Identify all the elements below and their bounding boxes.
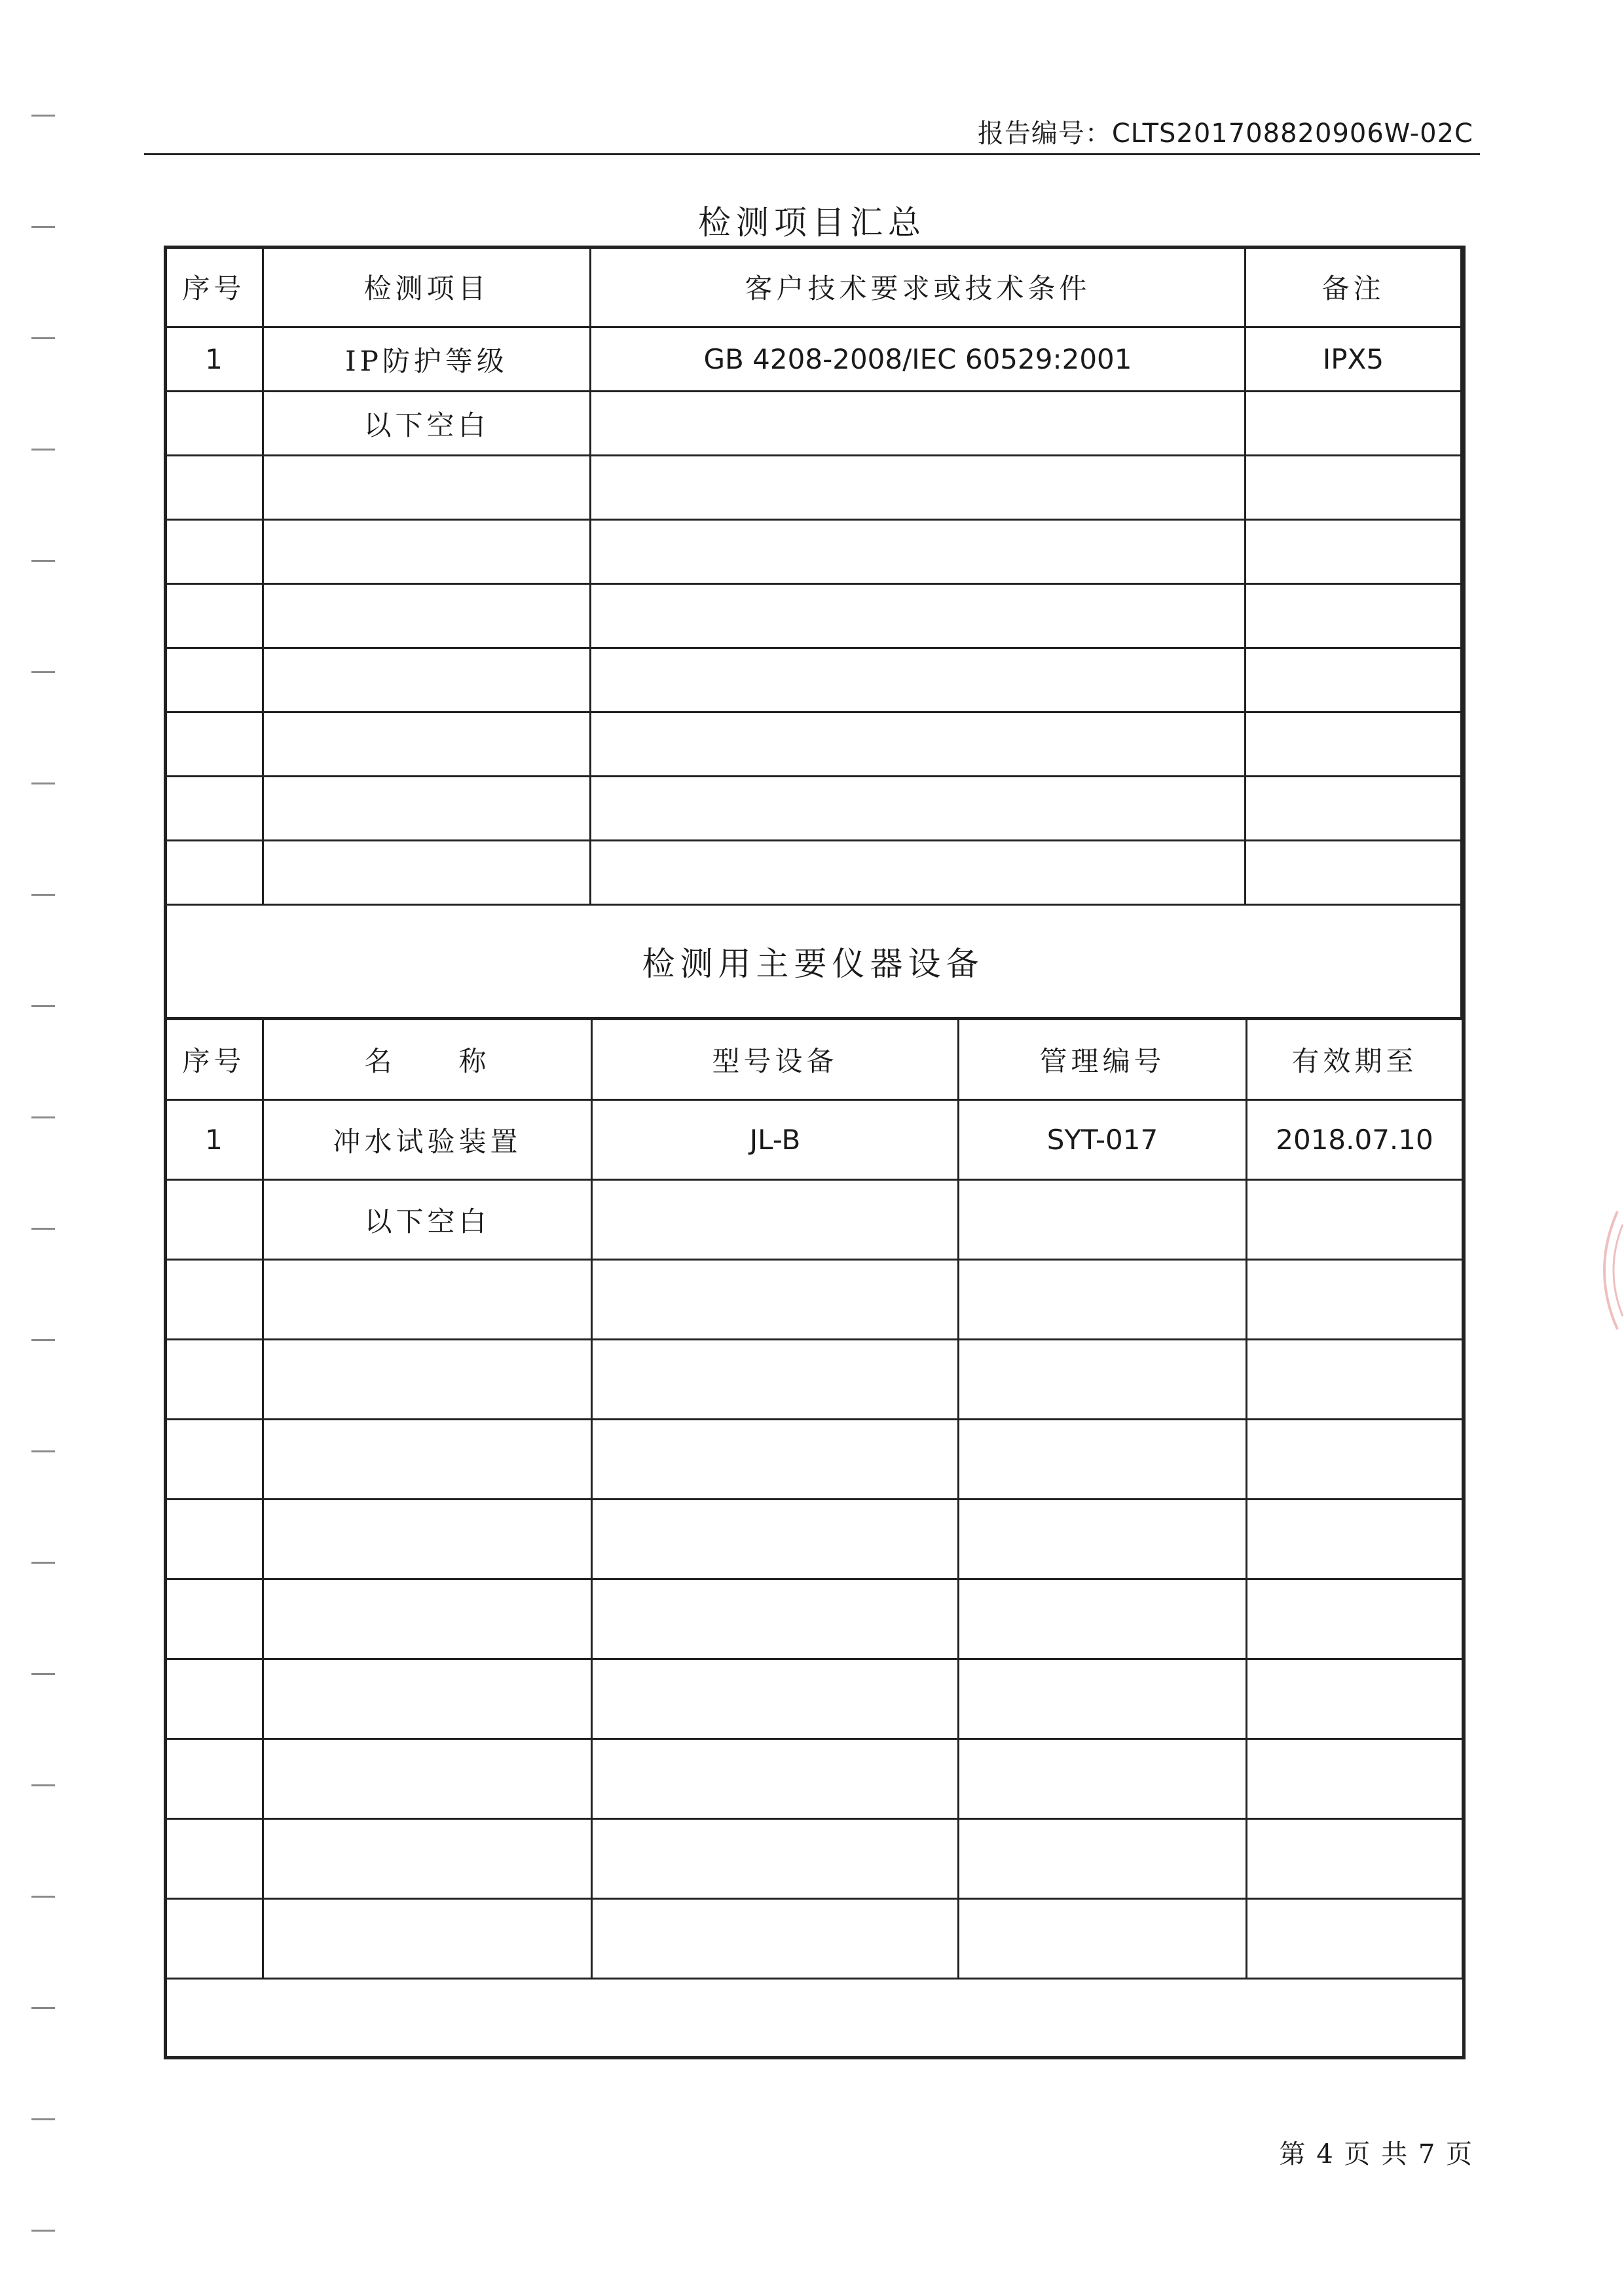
binding-mark xyxy=(31,1116,55,1118)
cell-test-item: 以下空白 xyxy=(263,392,591,456)
cell-model xyxy=(592,1579,959,1659)
cell-name: 以下空白 xyxy=(263,1180,592,1260)
test-item-row xyxy=(165,327,1462,392)
cell-name xyxy=(263,1340,592,1420)
equipment-row xyxy=(165,1180,1463,1260)
binding-mark xyxy=(31,1562,55,1564)
cell-index xyxy=(165,1899,263,1979)
test-item-row xyxy=(165,648,1462,712)
cell-test-item xyxy=(263,520,591,584)
binding-mark xyxy=(31,894,55,896)
cell-index xyxy=(165,1420,263,1500)
cell-test-item xyxy=(263,648,591,712)
cell-valid-until xyxy=(1247,1579,1463,1659)
report-number: 报告编号：CLTS201708820906W-02C xyxy=(977,119,1473,149)
cell-index xyxy=(165,712,263,777)
test-items-body xyxy=(165,247,1462,1018)
cell-model xyxy=(592,1260,959,1340)
cell-model xyxy=(592,1819,959,1899)
binding-mark xyxy=(31,1339,55,1341)
binding-mark xyxy=(31,560,55,562)
cell-model xyxy=(592,1420,959,1500)
col-header-asset-number: 管理编号 xyxy=(959,1020,1247,1100)
cell-remark xyxy=(1246,456,1462,520)
cell-valid-until: 2018.07.10 xyxy=(1247,1100,1463,1180)
cell-name xyxy=(263,1500,592,1579)
cell-valid-until xyxy=(1247,1819,1463,1899)
cell-asset-number xyxy=(959,1819,1247,1899)
cell-requirement: GB 4208-2008/IEC 60529:2001 xyxy=(591,327,1246,392)
cell-model: JL-B xyxy=(592,1100,959,1180)
col-header-requirement: 客户技术要求或技术条件 xyxy=(591,247,1246,327)
cell-requirement xyxy=(591,777,1246,841)
cell-index xyxy=(165,1579,263,1659)
equipment-title-row xyxy=(165,905,1462,1018)
cell-model xyxy=(592,1340,959,1420)
cell-model xyxy=(592,1899,959,1979)
cell-index xyxy=(165,584,263,648)
binding-mark xyxy=(31,337,55,339)
cell-test-item xyxy=(263,712,591,777)
col-header-index: 序号 xyxy=(165,1020,263,1100)
cell-name xyxy=(263,1579,592,1659)
equipment-row xyxy=(165,1579,1463,1659)
cell-requirement xyxy=(591,841,1246,905)
header-rule xyxy=(144,153,1480,155)
cell-asset-number xyxy=(959,1180,1247,1260)
cell-test-item xyxy=(263,841,591,905)
cell-model xyxy=(592,1500,959,1579)
test-item-row xyxy=(165,520,1462,584)
cell-asset-number xyxy=(959,1899,1247,1979)
cell-asset-number xyxy=(959,1500,1247,1579)
cell-index xyxy=(165,456,263,520)
test-item-row xyxy=(165,392,1462,456)
cell-index xyxy=(165,1819,263,1899)
cell-index: 1 xyxy=(165,327,263,392)
cell-index xyxy=(165,1340,263,1420)
cell-name xyxy=(263,1420,592,1500)
cell-requirement xyxy=(591,584,1246,648)
cell-name xyxy=(263,1260,592,1340)
cell-asset-number xyxy=(959,1340,1247,1420)
cell-name xyxy=(263,1899,592,1979)
cell-index xyxy=(165,392,263,456)
col-header-name: 名 称 xyxy=(263,1020,592,1100)
equipment-row xyxy=(165,1340,1463,1420)
cell-requirement xyxy=(591,648,1246,712)
cell-requirement xyxy=(591,712,1246,777)
test-items-table xyxy=(164,246,1462,1019)
page-number: 第 4 页 共 7 页 xyxy=(1279,2139,1473,2169)
cell-requirement xyxy=(591,392,1246,456)
cell-valid-until xyxy=(1247,1420,1463,1500)
cell-name xyxy=(263,1819,592,1899)
cell-test-item: IP防护等级 xyxy=(263,327,591,392)
test-item-row xyxy=(165,584,1462,648)
cell-test-item xyxy=(263,777,591,841)
equipment-row xyxy=(165,1659,1463,1739)
binding-mark xyxy=(31,671,55,673)
test-item-row xyxy=(165,712,1462,777)
equipment-row xyxy=(165,1899,1463,1979)
binding-mark xyxy=(31,449,55,451)
cell-model xyxy=(592,1659,959,1739)
equipment-header-row xyxy=(165,1020,1463,1100)
cell-model xyxy=(592,1180,959,1260)
equipment-row xyxy=(165,1420,1463,1500)
test-items-title: 检测项目汇总 xyxy=(698,204,926,242)
red-stamp-fragment xyxy=(1578,1205,1624,1336)
cell-requirement xyxy=(591,456,1246,520)
binding-mark xyxy=(31,2118,55,2120)
binding-mark xyxy=(31,1450,55,1452)
binding-mark xyxy=(31,2007,55,2009)
cell-index xyxy=(165,1260,263,1340)
cell-name xyxy=(263,1739,592,1819)
equipment-row xyxy=(165,1100,1463,1180)
cell-index xyxy=(165,1739,263,1819)
col-header-valid-until: 有效期至 xyxy=(1247,1020,1463,1100)
equipment-table xyxy=(164,1018,1464,1980)
cell-remark xyxy=(1246,648,1462,712)
cell-valid-until xyxy=(1247,1500,1463,1579)
cell-remark: IPX5 xyxy=(1246,327,1462,392)
equipment-row xyxy=(165,1819,1463,1899)
cell-asset-number xyxy=(959,1659,1247,1739)
col-header-test-item: 检测项目 xyxy=(263,247,591,327)
binding-marks xyxy=(26,0,59,2284)
cell-test-item xyxy=(263,456,591,520)
binding-mark xyxy=(31,783,55,784)
cell-asset-number xyxy=(959,1260,1247,1340)
cell-remark xyxy=(1246,392,1462,456)
cell-model xyxy=(592,1739,959,1819)
cell-name: 冲水试验装置 xyxy=(263,1100,592,1180)
cell-test-item xyxy=(263,584,591,648)
cell-asset-number xyxy=(959,1420,1247,1500)
cell-index xyxy=(165,841,263,905)
cell-index xyxy=(165,648,263,712)
cell-valid-until xyxy=(1247,1340,1463,1420)
equipment-row xyxy=(165,1260,1463,1340)
col-header-model: 型号设备 xyxy=(592,1020,959,1100)
binding-mark xyxy=(31,1228,55,1230)
test-item-row xyxy=(165,777,1462,841)
cell-asset-number xyxy=(959,1579,1247,1659)
binding-mark xyxy=(31,1005,55,1007)
cell-requirement xyxy=(591,520,1246,584)
test-item-row xyxy=(165,841,1462,905)
cell-remark xyxy=(1246,584,1462,648)
equipment-title: 检测用主要仪器设备 xyxy=(165,905,1462,1018)
binding-mark xyxy=(31,1784,55,1786)
test-item-row xyxy=(165,456,1462,520)
cell-valid-until xyxy=(1247,1739,1463,1819)
col-header-remark: 备注 xyxy=(1246,247,1462,327)
equipment-body xyxy=(165,1020,1463,1979)
cell-remark xyxy=(1246,841,1462,905)
cell-index xyxy=(165,1180,263,1260)
cell-valid-until xyxy=(1247,1659,1463,1739)
cell-index xyxy=(165,520,263,584)
col-header-index: 序号 xyxy=(165,247,263,327)
cell-index xyxy=(165,1659,263,1739)
cell-remark xyxy=(1246,777,1462,841)
cell-asset-number xyxy=(959,1739,1247,1819)
cell-valid-until xyxy=(1247,1180,1463,1260)
cell-name xyxy=(263,1659,592,1739)
binding-mark xyxy=(31,1673,55,1675)
cell-index: 1 xyxy=(165,1100,263,1180)
cell-remark xyxy=(1246,712,1462,777)
binding-mark xyxy=(31,1896,55,1898)
equipment-row xyxy=(165,1500,1463,1579)
cell-asset-number: SYT-017 xyxy=(959,1100,1247,1180)
test-items-header-row xyxy=(165,247,1462,327)
cell-valid-until xyxy=(1247,1899,1463,1979)
binding-mark xyxy=(31,115,55,117)
cell-remark xyxy=(1246,520,1462,584)
cell-index xyxy=(165,1500,263,1579)
cell-index xyxy=(165,777,263,841)
cell-valid-until xyxy=(1247,1260,1463,1340)
binding-mark xyxy=(31,2230,55,2232)
equipment-row xyxy=(165,1739,1463,1819)
